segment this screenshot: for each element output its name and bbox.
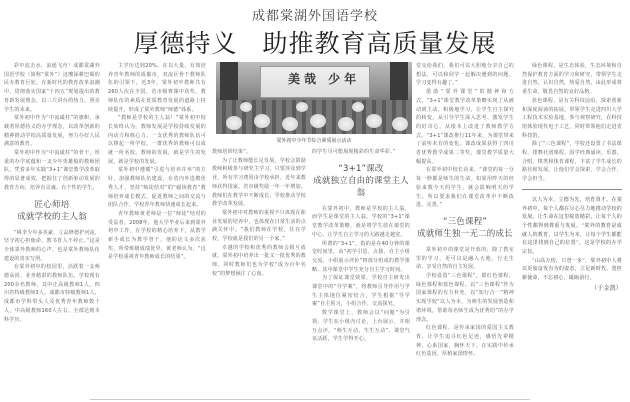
paragraph: 为了让教师能长足发展，学校会鼓励教师积极参与研究主学习，只要涉及到学业，所有学习费用由学校承担。近年来教师获得国家、省市级奖励一年一年增加，教师们在教学中不断成长，学校推动学校教学改革发展。 (212, 157, 306, 208)
paragraph: “教师是学校的主人翁！”棠外初中校长始终认为，教师发展是学校持续发展的内动力和核心力。一支优秀的教师队伍可以撑起一所学校。一群优秀的教师可以成就一所名校。教师的发展，就是学生的发展，就是学校的发展。 (108, 115, 206, 165)
event-photo (216, 62, 412, 134)
paragraph: 绿色课程，是生态体验，生态环境和自然保护教育方面的学习和研究，带领学生走进自然，认识自然，热爱自然，由此形成尊重生命、敬畏自然的良好品格。 (522, 63, 622, 96)
article-column-6 (522, 62, 622, 398)
flower-decoration (366, 114, 382, 128)
paragraph: 棠外初中对教师的重视不只体现在职业发展的培养中，也体现在日常生活的点滴关怀中。“我们教师在学校，住在学校，学校就是我们的另一个家。” (212, 209, 306, 243)
paragraph: 棠外初中遵循“引进与培养并举”的方针，加强教师队伍建设，在省内外选聘优秀人才，坚持“师徒结对”的“磁场教育”教师培养成长模式，促进教师之间的交流与团队合作，学校青年教师快速成长起来。 (108, 167, 206, 209)
paragraph: 除了“三色课程”，学校还设置了书法课程、排舞社团课程、国学经典诵读、乐器、合唱、棋类和体育课程，丰富了学生成长的路径和发展。让他们学会探索，学会合作，学会担当。 (522, 141, 622, 183)
headline (0, 24, 630, 60)
paragraph: “桃李少年多英豪，立品修德护河流，坚守初心担使命，教书育人不停止。”这是全体棠外教师的心声，也是棠外教师队伍建设的真实写照。 (4, 229, 100, 262)
flower-decoration (392, 117, 408, 131)
paragraph: 以人为本，立德为先，培育贤才。在棠外初中，每个人都在尽心尽力地推动学校的发展。让生命在这里绽放精彩，让每个人的个性都得到尊重与发展。“棠外的教育是成就人的教育，以学生为本，让每个学生都能在这里找到自己的位置”，这是学校的办学宗旨。 (522, 196, 622, 256)
paragraph: 棠外初中作为“中流砥柱”的旗帜，承载着厚德持义的办学理念，以改革创新的精神推动学校高质量发展，努力办好人民满意的教育。 (4, 115, 100, 148)
paragraph: 蓝色课程，是有关科技前沿、探索创新和深度阅读的拓展。带领学生走进四川大学工程技术实验基地，参与观察研究，在科技馆体验现代电子工艺，同时带领他们走进省科技馆。 (522, 97, 622, 139)
headline-part2: 助推教育高质量发展 (262, 29, 497, 58)
flower-decoration (226, 116, 242, 130)
paragraph: 借助“棠外课堂”的精神和方式，“3+1”课堂教学改革策略实现了从被动到主动、积极地学习，让学生自主探究的转变。从引导学生深入思考、激发学生的好奇心，从根本上改进了教师教学方式。“3+1”课改推行11年来，为课堂带来了前所未有的变化。课改成果获得了四川省优秀教学成果二等奖，课堂教学质量大幅提高。 (416, 89, 514, 165)
paragraph: 为了保证课堂效果，学校自主研发出课堂中的“导学案”，将教师引导作用与学生主体地位紧密结合，学生根据“导学案”自主预习，小组合作，交流探究。 (312, 275, 410, 308)
section-heading-teachers (4, 199, 100, 223)
paragraph: 在棠外初中的校园里，活跃着一支师德高尚、业务精湛的教师队伍。学校现有200余名教师，其中正高级教师1人，四川省特级教师3人，成都市特级教师1人，成都市学科带头人及优秀青年教师数十人，中高级教师160人左右。全部达到本科学历。 (4, 264, 100, 323)
paragraph: 棠外初中作为“中流砥柱”的骨干，厚重的办学底蕴和一支少年英雄般的教师团队，凭着多年实践“3+1”课堂教学改革取得的显著成效，把握住了创新驱动发展的教育方向，培养有灵魂、有个性的学生。 (4, 150, 100, 191)
paragraph: 红色课程，是传承家国的爱国主义教育，让学生追寻红色足迹，感悟先辈精神，心系国家，胸怀天下。在实践中传承红色基因，厚植家国情怀。 (416, 325, 514, 358)
article-column-4 (312, 148, 410, 398)
bottom-rule (90, 399, 530, 400)
flower-decoration (310, 114, 326, 128)
section-heading-line1: “3+1”课改 (338, 163, 384, 174)
paragraph: 教师培训结果”。 (212, 149, 252, 155)
paragraph: 学校设置“三色课程”，即红色课程、绿色课程和蓝色课程。以“三色课程”作为国家课程的有力补充，以“知行合一”精神实现学校“以人为本，为师生的发展创造和谐环境，帮助每名师生成为优秀的”的办学理念。 (416, 273, 514, 323)
flower-decoration (282, 117, 298, 131)
paragraph: 青年教师黄老师是一位“师徒”结对的受益者。2008年，他大学毕业后来到棠外初中工作，在学校的精心培养下，从教学新手成长为教学骨干，他的论文多次获奖，所带班级成绩优异。黄老师认为，“这是学校重视青年教师成长的结果”。 (108, 210, 206, 261)
paragraph: “山高万仞，只登一步”，棠外初中人将以更加奋发有为的姿态，立足新时代，勇担新使命，不忘初心，砥砺前行。 (522, 257, 622, 282)
section-heading-line2: 成就独立自由的课堂主人翁 (313, 175, 409, 198)
article-column-3 (212, 148, 306, 398)
flower-decoration (296, 102, 308, 112)
paragraph: 彩中流击水，浪遏飞舟！成都棠湖外国语学校（简称“棠外”）这艘深耕巴蜀的民办教育巨轮，在新时代的教育改革浪潮中，贯彻落实国家“十四五”规划提出的教育新发展理念，以三尺讲台的热力，照亮学生的未来。 (4, 63, 100, 113)
article-column-1 (4, 62, 100, 398)
section-heading-line2: 成就学校的主人翁 (17, 211, 87, 222)
paragraph: 所谓的“3+1”，指的是在40分钟的课堂时间里，由“初学引思、点拨、自主小组交流、小组展示评价”四部分组成的教学策略，其中课堂中学生充分自主学习时间。 (312, 240, 410, 273)
paragraph: 棠外初中的课堂是开放的，除了教室里的学习，更可以是融入天地，行走生命、享受自然的自主发展。 (416, 246, 514, 271)
paragraph: 在棠外初中校长看来，“课堂的每一分每一秒都是师生的生命。如果用昨天的经验来教今天的学生，就会影响明天的学生。所以要求我们在课堂改革中不断改进、完善。” (416, 167, 514, 209)
paragraph: 卓越的学校和优秀的教师会相互成就。棠外初中培养出一批又一批优秀的教师，同时教师们也为学校“成为百年名校”的梦想倾注了心血。 (212, 244, 306, 277)
kicker: 成都棠湖外国语学校 (251, 9, 378, 24)
closing-section (522, 196, 622, 294)
author-byline: （于金凯） (590, 284, 622, 292)
section-heading-curriculum-reform (312, 163, 410, 199)
section-heading-three-color (416, 216, 514, 240)
paragraph: 堂交给我们，我们可以大胆地分享自己的想法，可以和同学一起解决遇到的问题。学习变得有趣了。” (416, 63, 514, 87)
paragraph: 主学历达到20%。在以大量、有效培养青年教师的成都市、双流区骨干教师队伍的引领下，近3年，棠外初中教师共有260人次在全国、省市级赛课中获奖，教师队伍的素质在优质教育发展的道路上持续提升，形成了棠外教师“师德”体系。 (108, 63, 206, 113)
article-column-5 (416, 62, 514, 398)
flower-decoration (240, 102, 252, 112)
article-column-2 (108, 62, 206, 398)
flower-decoration (352, 102, 364, 112)
section-heading-line1: “三色课程” (442, 216, 487, 227)
paragraph: 数学课堂上，教师会以“问题”为引领，学生在小组内讨论，上台展示，并相互点评。“师生互动，生生互动”，课堂气氛活跃，学生学得开心。 (312, 310, 410, 343)
flower-decoration (338, 117, 354, 131)
paragraph: 的学生尽可能展现精彩的生命华彩。” (312, 149, 396, 155)
flower-decoration (254, 114, 270, 128)
headline-part1: 厚德持义 (133, 29, 238, 58)
closing-divider (522, 189, 622, 190)
section-heading-line1: 匠心师培 (34, 199, 70, 210)
section-heading-line2: 成就师生独一无二的成长 (417, 228, 513, 239)
photo-banner-text: 美哉 少年 (288, 72, 361, 86)
paragraph: 在棠外初中，教师是学校的主人翁，而学生是课堂的主人翁。学校的“3+1”课堂教学改革策略，就是将学生放在课堂的中心，让学生自主学习的大路越走越宽。 (312, 205, 410, 238)
photo-caption: 棠外初中少年节综合素质展示活动 (276, 138, 352, 144)
